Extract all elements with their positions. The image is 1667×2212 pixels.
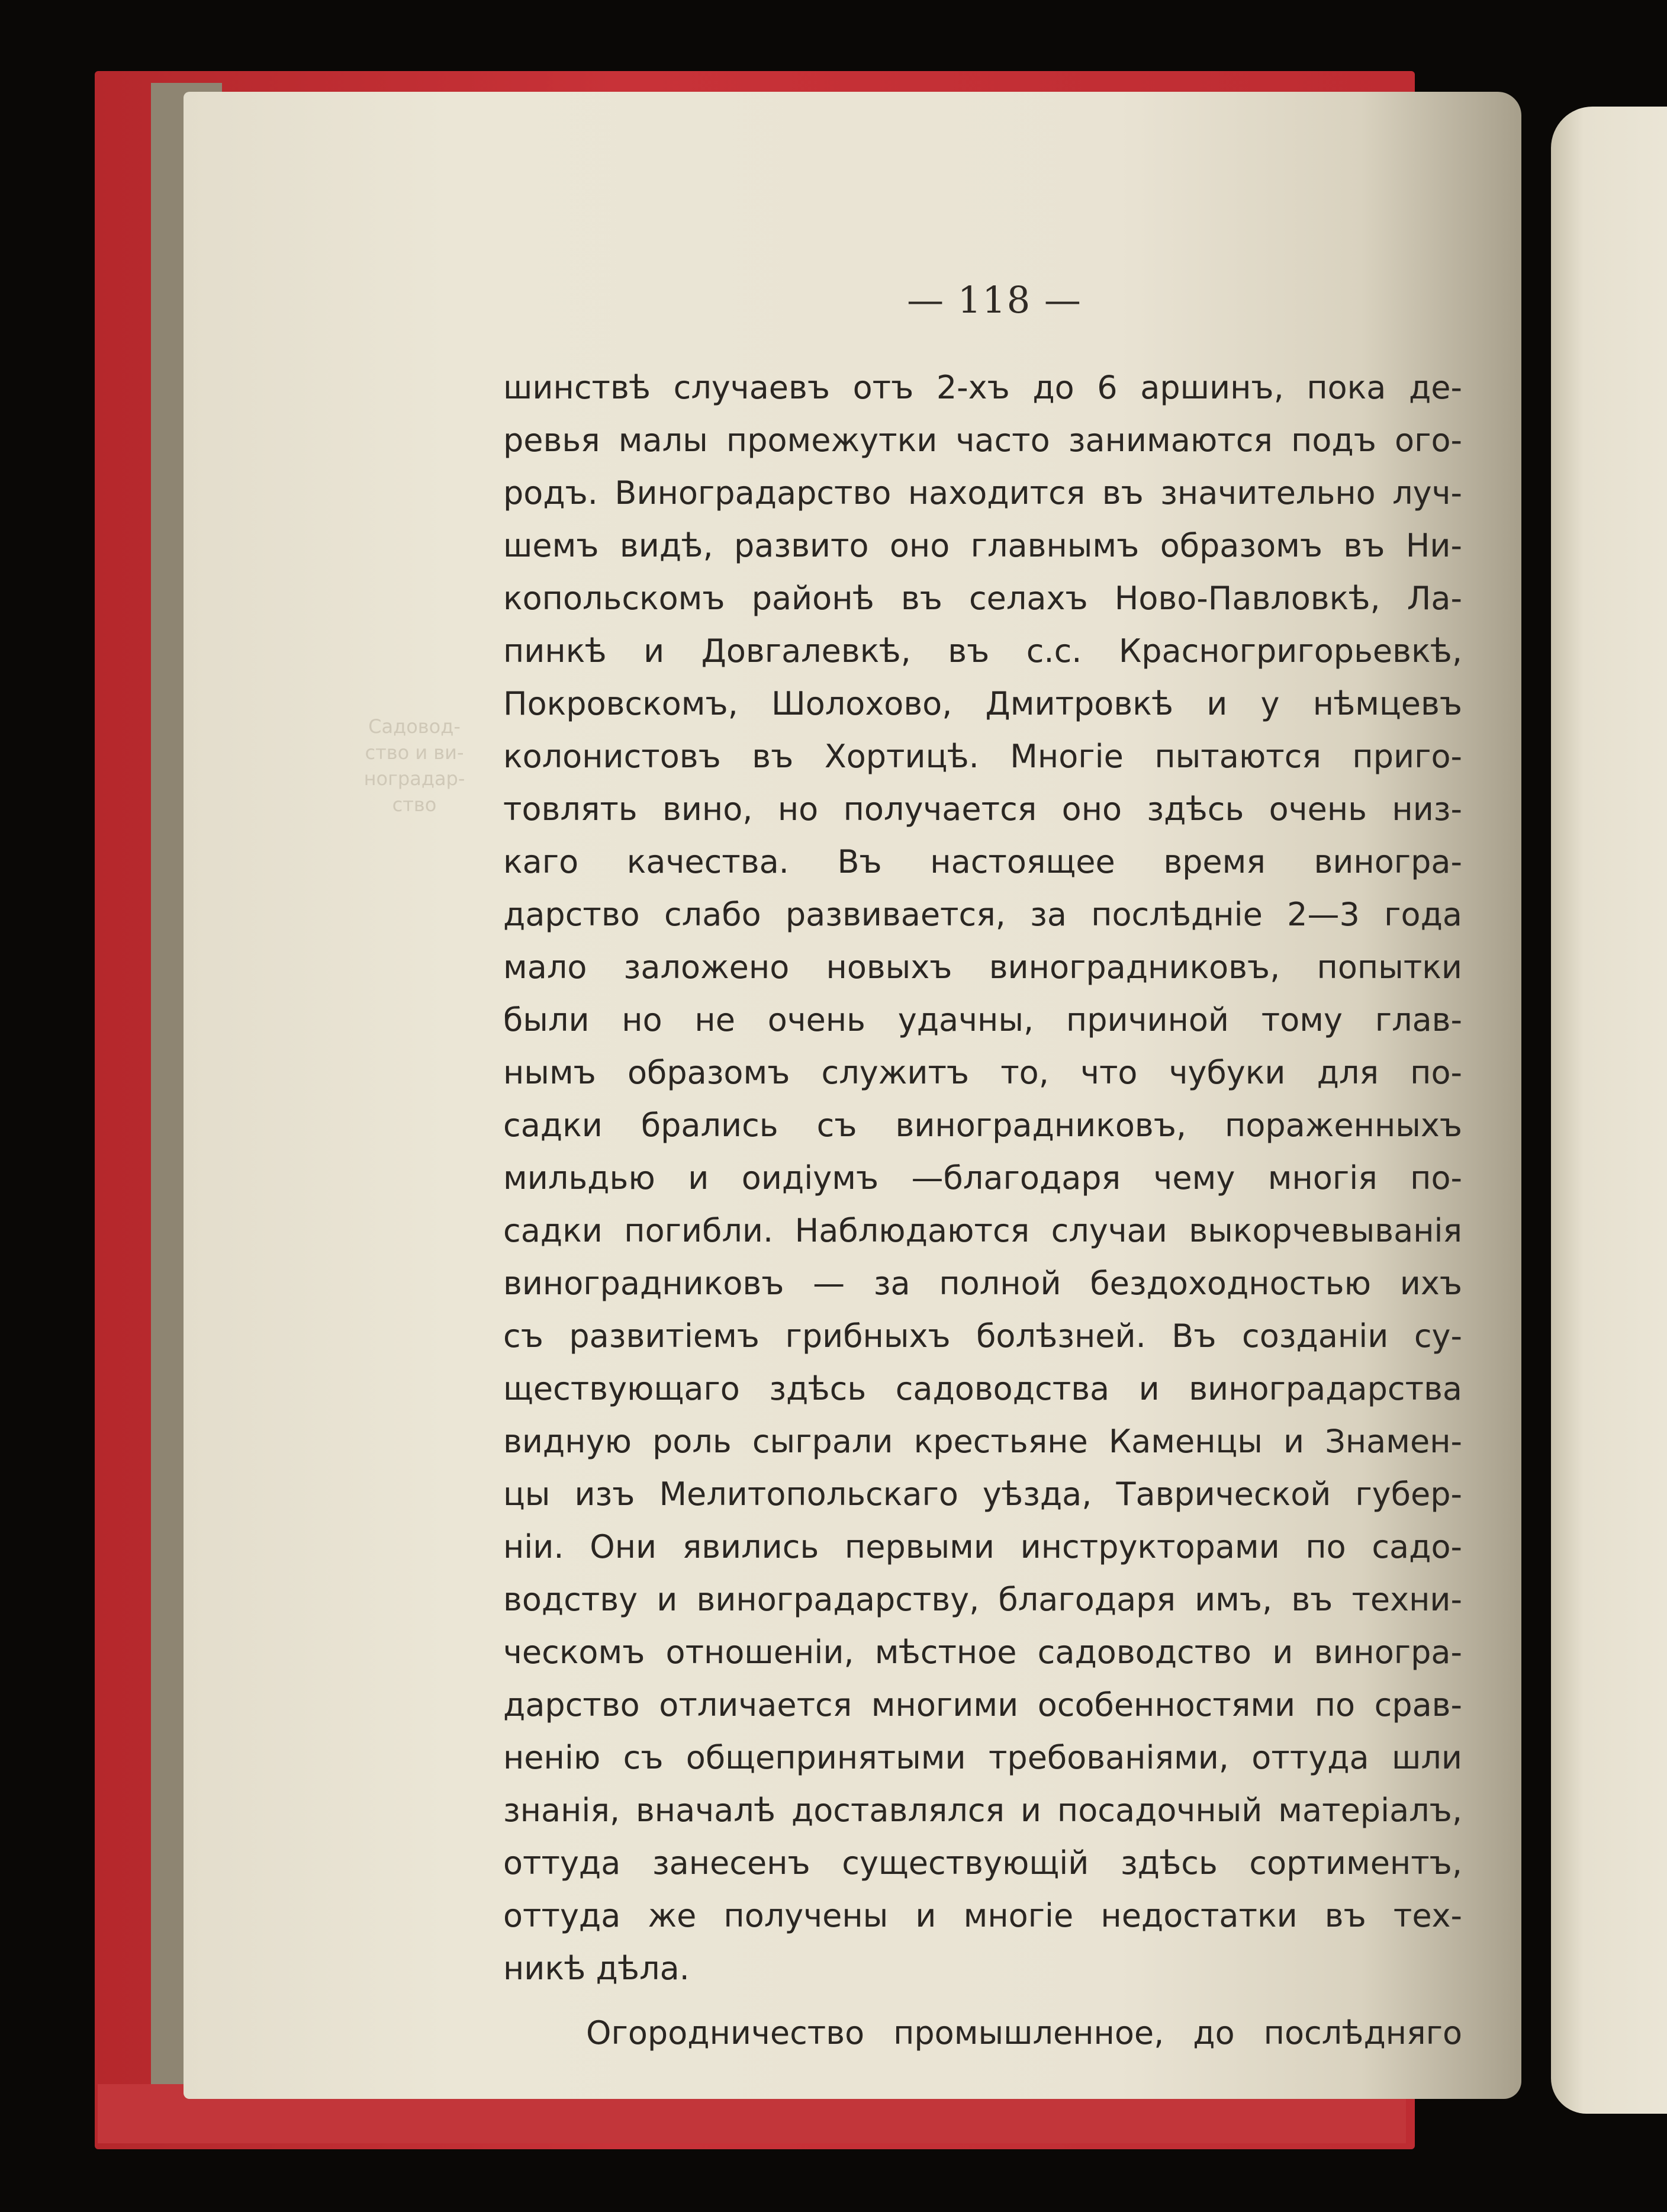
margin-note	[332, 713, 497, 818]
text-line: оттуда занесенъ существующій здѣсь сортиментъ,	[503, 1844, 1462, 1882]
next-page-edge	[1551, 107, 1667, 2114]
margin-note-line: ство	[392, 793, 437, 816]
text-line: съ развитіемъ грибныхъ болѣзней. Въ созданіи су-	[503, 1317, 1462, 1355]
text-line: ческомъ отношеніи, мѣстное садоводство и виногра-	[503, 1634, 1462, 1671]
text-line: шинствѣ случаевъ отъ 2-хъ до 6 аршинъ, пока де-	[503, 369, 1462, 406]
text-line: садки брались съ виноградниковъ, пораженныхъ	[503, 1107, 1462, 1144]
text-line: пинкѣ и Довгалевкѣ, въ с.с. Красногригорьевкѣ,	[503, 632, 1462, 670]
margin-note-line: ство и ви-	[365, 741, 464, 764]
page-number: — 118 —	[907, 278, 1082, 321]
text-line: оттуда же получены и многіе недостатки въ тех-	[503, 1897, 1462, 1934]
text-line: никѣ дѣла.	[503, 1950, 690, 1987]
text-line: водству и виноградарству, благодаря имъ, въ техни-	[503, 1581, 1462, 1618]
text-line: нымъ образомъ служитъ то, что чубуки для по-	[503, 1054, 1462, 1091]
text-line: цы изъ Мелитопольскаго уѣзда, Таврической губер-	[503, 1475, 1462, 1513]
margin-note-line: Садовод-	[368, 715, 461, 738]
text-line: мильдью и оидіумъ —благодаря чему многія по-	[503, 1159, 1462, 1197]
text-line: мало заложено новыхъ виноградниковъ, попытки	[503, 949, 1462, 986]
body-text	[503, 361, 1462, 2059]
text-line: знанія, вначалѣ доставлялся и посадочный матеріалъ,	[503, 1792, 1462, 1829]
text-line: видную роль сыграли крестьяне Каменцы и Знамен-	[503, 1423, 1462, 1460]
text-line: ществующаго здѣсь садоводства и виноградарства	[503, 1370, 1462, 1407]
text-line: ніи. Они явились первыми инструкторами по садо-	[503, 1528, 1462, 1565]
paragraph-2	[503, 2007, 1462, 2059]
text-line: каго качества. Въ настоящее время виногра-	[503, 843, 1462, 880]
text-line: шемъ видѣ, развито оно главнымъ образомъ въ Ни-	[503, 527, 1462, 564]
text-line: Огородничество промышленное, до послѣдняго	[586, 2014, 1462, 2052]
text-line: копольскомъ районѣ въ селахъ Ново-Павловкѣ, Ла-	[503, 580, 1462, 617]
text-line: колонистовъ въ Хортицѣ. Многіе пытаются приго-	[503, 738, 1462, 775]
text-line: товлять вино, но получается оно здѣсь очень низ-	[503, 790, 1462, 828]
text-line: родъ. Виноградарство находится въ значительно луч-	[503, 474, 1462, 512]
text-line: были но не очень удачны, причиной тому глав-	[503, 1001, 1462, 1039]
text-line: дарство отличается многими особенностями по срав-	[503, 1686, 1462, 1724]
text-line: садки погибли. Наблюдаются случаи выкорчевыванія	[503, 1212, 1462, 1249]
text-line: виноградниковъ — за полной бездоходностью ихъ	[503, 1265, 1462, 1302]
text-line: ненію съ общепринятыми требованіями, оттуда шли	[503, 1739, 1462, 1776]
margin-note-line: ноградар-	[363, 767, 465, 790]
text-line: ревья малы промежутки часто занимаются подъ ого-	[503, 422, 1462, 459]
text-line: дарство слабо развивается, за послѣдніе 2—3 года	[503, 896, 1462, 933]
text-line: Покровскомъ, Шолохово, Дмитровкѣ и у нѣмцевъ	[503, 685, 1462, 722]
paragraph-1	[503, 361, 1462, 1995]
